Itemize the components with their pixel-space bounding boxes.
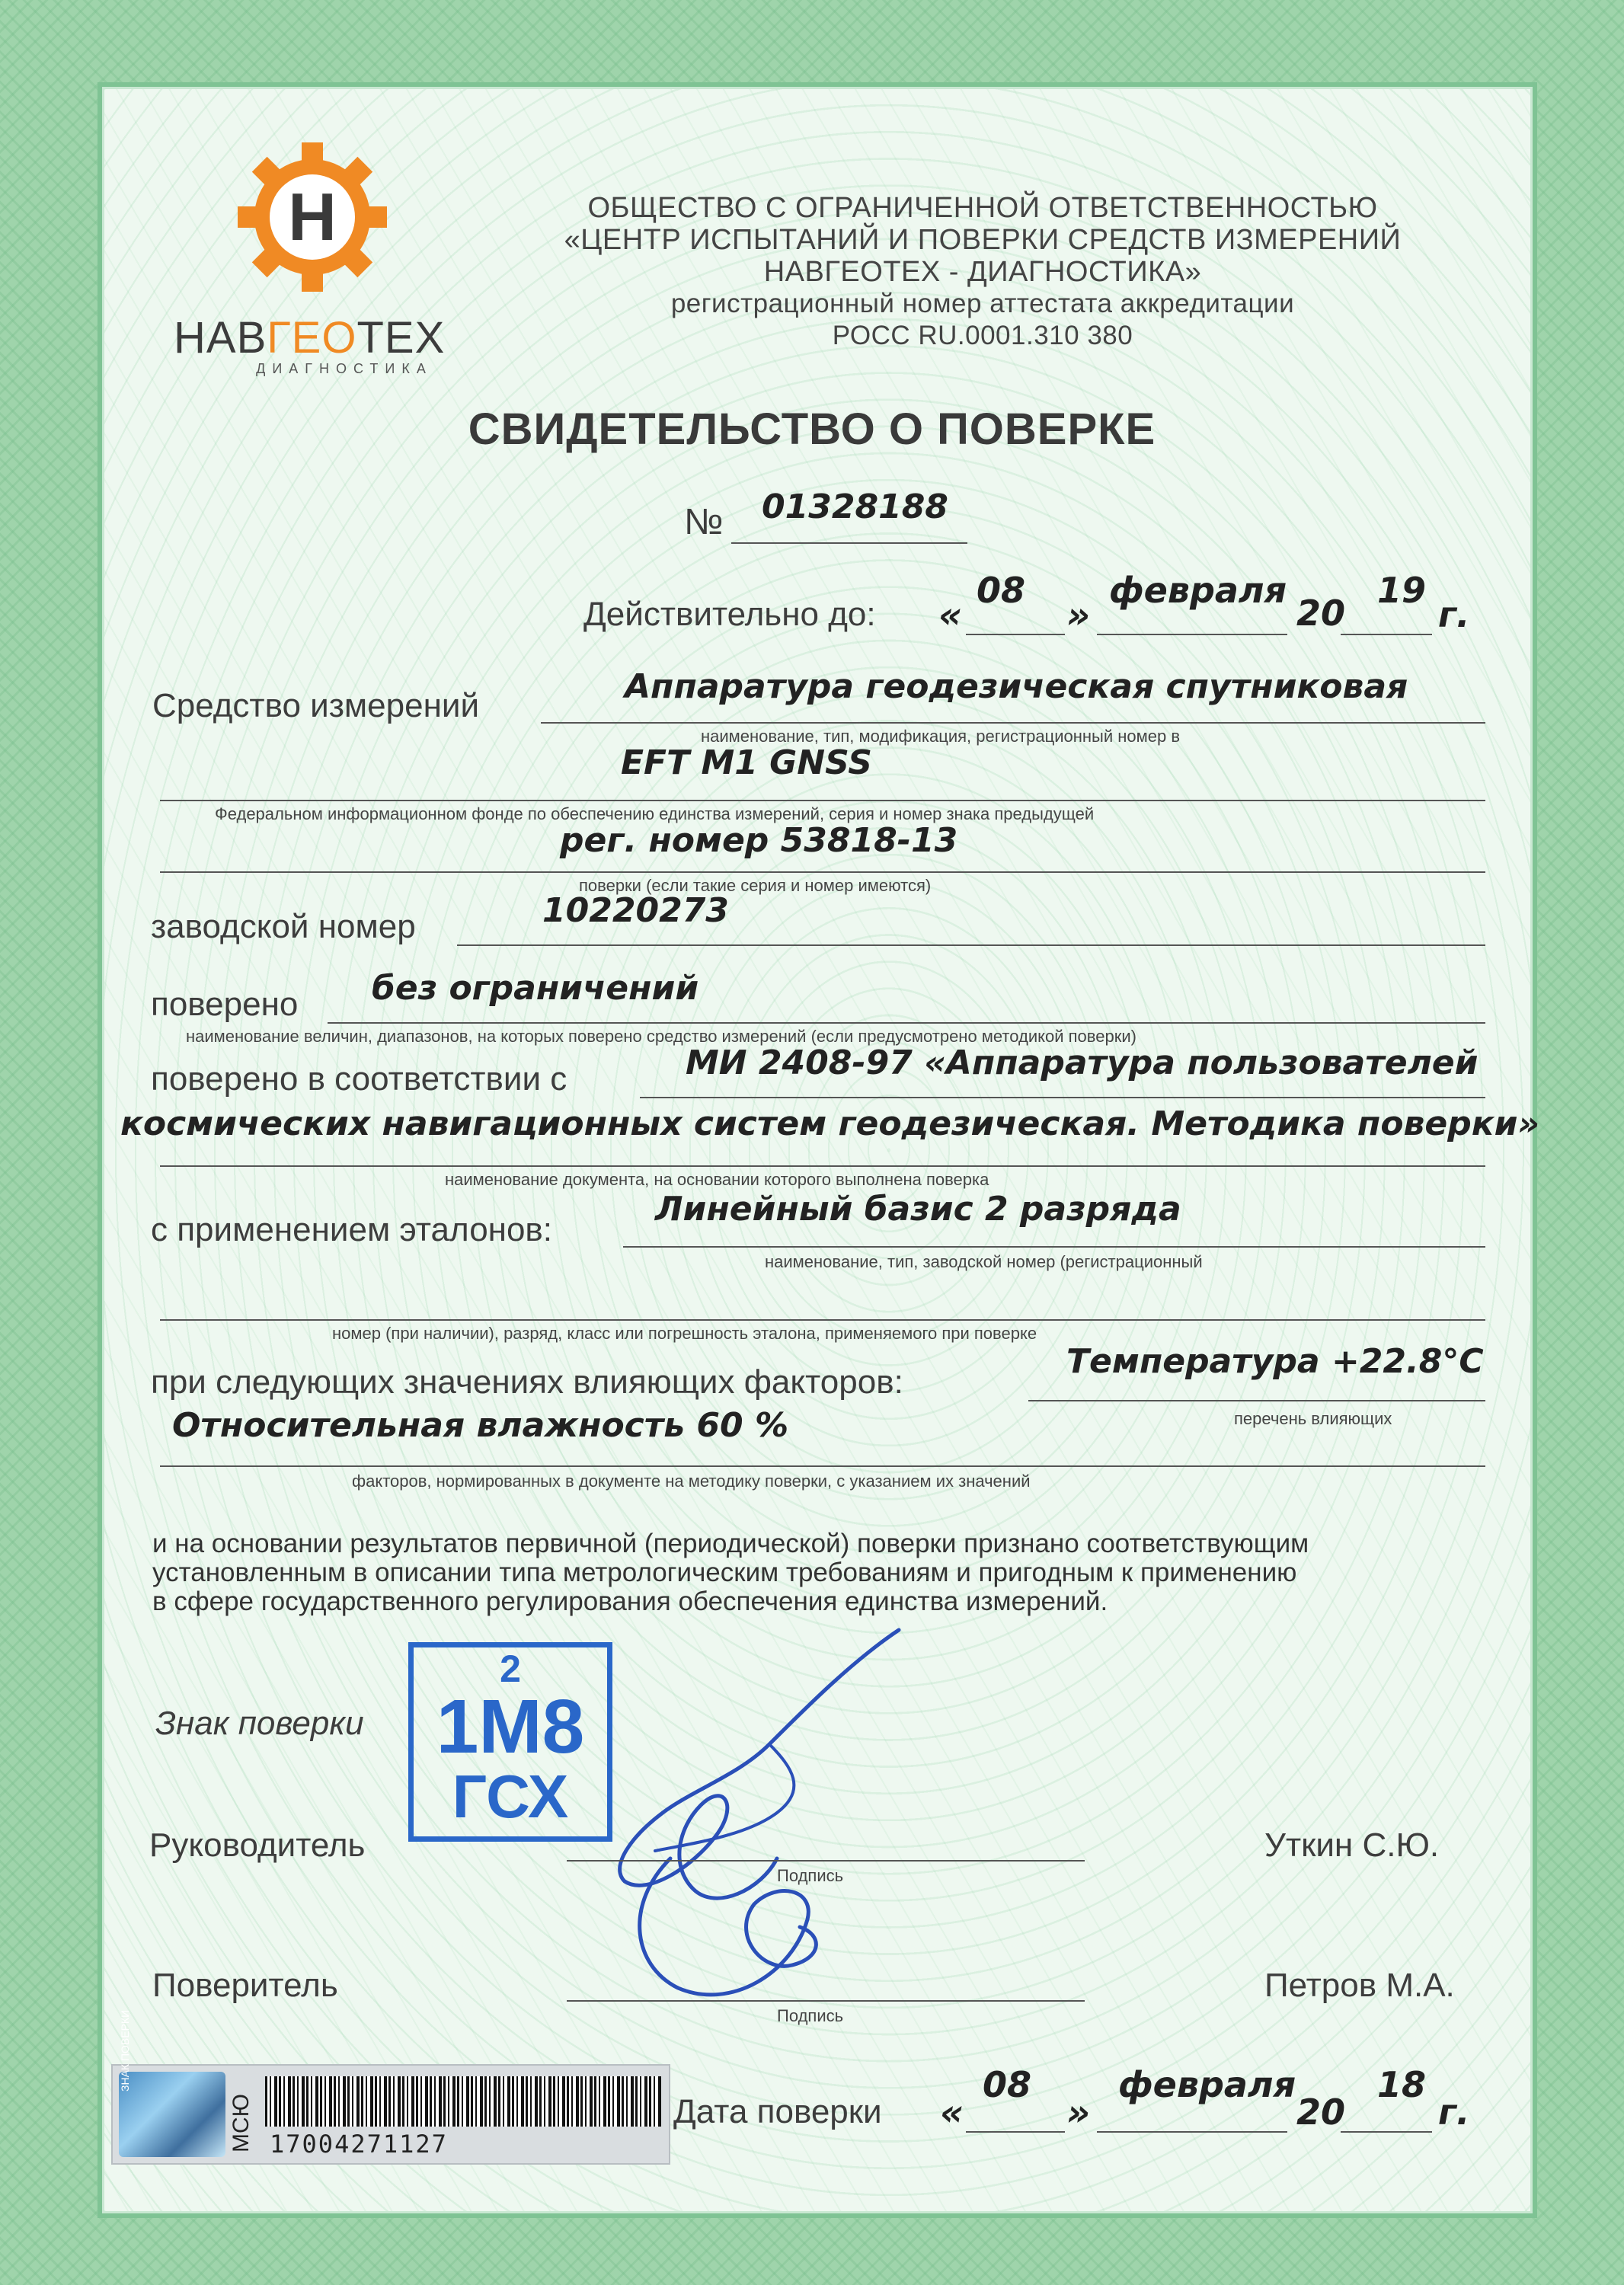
svg-text:Н: Н	[288, 179, 337, 254]
mark-label: Знак поверки	[155, 1705, 364, 1742]
signature-scribble	[579, 1615, 945, 2011]
sticker-code: МСЮ	[229, 2094, 254, 2152]
factors-temperature: Температура +22.8°С	[1066, 1342, 1484, 1381]
factors-label: при следующих значениях влияющих факторов:	[151, 1363, 903, 1401]
certificate-title: СВИДЕТЕЛЬСТВО О ПОВЕРКЕ	[468, 404, 1156, 454]
instrument-reg-number: рег. номер 53818-13	[560, 821, 958, 860]
instrument-hint-2: Федеральном информационном фонде по обеспечению единства измерений, серия и номер знака предыдущей	[215, 804, 1095, 823]
verify-date-year: 18	[1377, 2064, 1427, 2105]
instrument-hint-3: поверки (если такие серия и номер имеются)	[579, 876, 932, 895]
valid-until-year: 19	[1377, 570, 1427, 611]
verified-label: поверено	[151, 986, 299, 1023]
verifier-label: Поверитель	[152, 1967, 338, 2004]
stamp-bottom: ГСХ	[452, 1762, 569, 1830]
gear-logo-icon	[229, 137, 457, 320]
valid-until-day: 08	[977, 570, 1026, 611]
head-name: Уткин С.Ю.	[1264, 1826, 1440, 1864]
instrument-label: Средство измерений	[152, 687, 480, 724]
org-line-4: регистрационный номер аттестата аккредитации	[670, 289, 1295, 318]
instrument-type: EFT M1 GNSS	[621, 743, 872, 782]
instrument-name: Аппаратура геодезическая спутниковая	[625, 667, 1408, 706]
factors-humidity: Относительная влажность 60 %	[172, 1406, 789, 1445]
conclusion-text: и на основании результатов первичной (периодической) поверки признано соответствующим установленным в описании типа метрологическим требованиям и пригодным к применению в сфере государственного регулирования обеспечения единства измерений.	[152, 1529, 1309, 1616]
valid-until-label: Действительно до:	[583, 596, 876, 633]
standards-label: с применением эталонов:	[151, 1211, 553, 1248]
method-value-2: космических навигационных систем геодезическая. Методика поверки»	[120, 1104, 1540, 1143]
hologram-icon	[119, 2072, 225, 2157]
org-line-1: ОБЩЕСТВО С ОГРАНИЧЕННОЙ ОТВЕТСТВЕННОСТЬЮ	[587, 192, 1378, 224]
org-line-2: «ЦЕНТР ИСПЫТАНИЙ И ПОВЕРКИ СРЕДСТВ ИЗМЕРЕНИЙ	[564, 224, 1402, 256]
certificate-page: Н НАВГЕОТЕХ ДИАГНОСТИКА ОБЩЕСТВО С ОГРАНИЧЕННОЙ ОТВЕТСТВЕННОСТЬЮ «ЦЕНТР ИСПЫТАНИЙ И ПОВЕРКИ СРЕДСТВ ИЗМЕРЕНИЙ НАВГЕОТЕХ - ДИАГНОСТИКА» регистрационный номер аттестата аккредитации РОСС RU.0001.310 380 СВИДЕТЕЛЬСТВО О ПОВЕРКЕ № 01328188 Действительно до: « 08 » февраля 20 19 г. Средство измерений Аппаратура геодезическая спутниковая наименование, тип, модификация, регистрационный номер в EFT M1 GNSS Федеральном информационном фонде по обеспечению единства измерений, серия и номер знака предыдущей рег. номер 53818-13 поверки (если такие серия и номер имеются) заводской номер 10220273 поверено без ограничений наименование величин, диапазонов, на которых поверено средство измерений (если предусмотрено методикой поверки) поверено в соответствии с МИ 2408-97 «Аппаратура пользователей космических навигационных систем геодезическая. Методика поверки» наименование документа, на основании которого выполнена поверка с применением эталонов: Линейный базис 2 разряда наименование, тип, заводской номер (регистрационный номер (при наличии), разряд, класс или погрешность эталона, применяемого при поверке при следующих значениях влияющих факторов: Температура +22.8°С перечень влияющих Относительная влажность 60 % факторов, нормированных в документе на методику поверки, с указанием их значений и на основании результатов первичной (периодической) поверки признано соответствующим установленным в описании типа метрологическим требованиям и пригодным к применению в сфере государственного регулирования обеспечения единства измерений. Знак поверки 2 1М8 ГСХ Руководитель Подпись Уткин С.Ю. Поверитель Подпись Петров М.А. ЗНАК ПОВЕРКИ МСЮ 17004271127 Дата поверки « 08 » февраля 20 18 г.	[0, 0, 1624, 2285]
head-label: Руководитель	[149, 1826, 366, 1864]
logo-brand-text: НАВГЕОТЕХ	[174, 313, 446, 363]
org-header	[503, 192, 1463, 352]
org-line-3: НАВГЕОТЕХ - ДИАГНОСТИКА»	[763, 256, 1202, 288]
verifier-sign-hint: Подпись	[777, 2006, 844, 2025]
method-hint: наименование документа, на основании которого выполнена поверка	[445, 1170, 989, 1189]
serial-number: 10220273	[542, 891, 729, 930]
stamp-top: 2	[500, 1647, 521, 1690]
standards-hint-1: наименование, тип, заводской номер (регистрационный	[765, 1252, 1203, 1271]
method-label: поверено в соответствии с	[151, 1060, 567, 1098]
factors-hint-1: перечень влияющих	[1234, 1409, 1392, 1428]
barcode-number: 17004271127	[270, 2130, 448, 2159]
company-logo	[174, 137, 457, 388]
barcode-icon	[265, 2076, 661, 2127]
head-sign-hint: Подпись	[777, 1866, 844, 1885]
factors-hint-2: факторов, нормированных в документе на методику поверки, с указанием их значений	[352, 1472, 1031, 1491]
verifier-name: Петров М.А.	[1264, 1967, 1455, 2004]
verification-sticker	[111, 2009, 670, 2165]
verified-hint: наименование величин, диапазонов, на которых поверено средство измерений (если предусмотрено методикой поверки)	[186, 1027, 1136, 1046]
serial-label: заводской номер	[151, 908, 416, 945]
standards-hint-2: номер (при наличии), разряд, класс или погрешность эталона, применяемого при поверке	[332, 1324, 1037, 1343]
verify-date-label: Дата поверки	[673, 2093, 882, 2130]
certificate-number: 01328188	[762, 487, 948, 526]
verify-date-month: февраля	[1118, 2064, 1296, 2105]
standards-value: Линейный базис 2 разряда	[655, 1190, 1181, 1229]
stamp-mid: 1М8	[436, 1684, 585, 1769]
method-value-1: МИ 2408-97 «Аппаратура пользователей	[686, 1043, 1479, 1082]
logo-sub-text: ДИАГНОСТИКА	[256, 361, 433, 376]
number-label: №	[684, 502, 724, 542]
valid-until-month: февраля	[1109, 570, 1287, 611]
org-line-5: РОСС RU.0001.310 380	[832, 321, 1133, 350]
verified-value: без ограничений	[372, 969, 699, 1008]
sticker-side-text: ЗНАК ПОВЕРКИ	[119, 2009, 131, 2092]
verify-date-day: 08	[983, 2064, 1032, 2105]
instrument-hint-1: наименование, тип, модификация, регистрационный номер в	[701, 727, 1181, 746]
